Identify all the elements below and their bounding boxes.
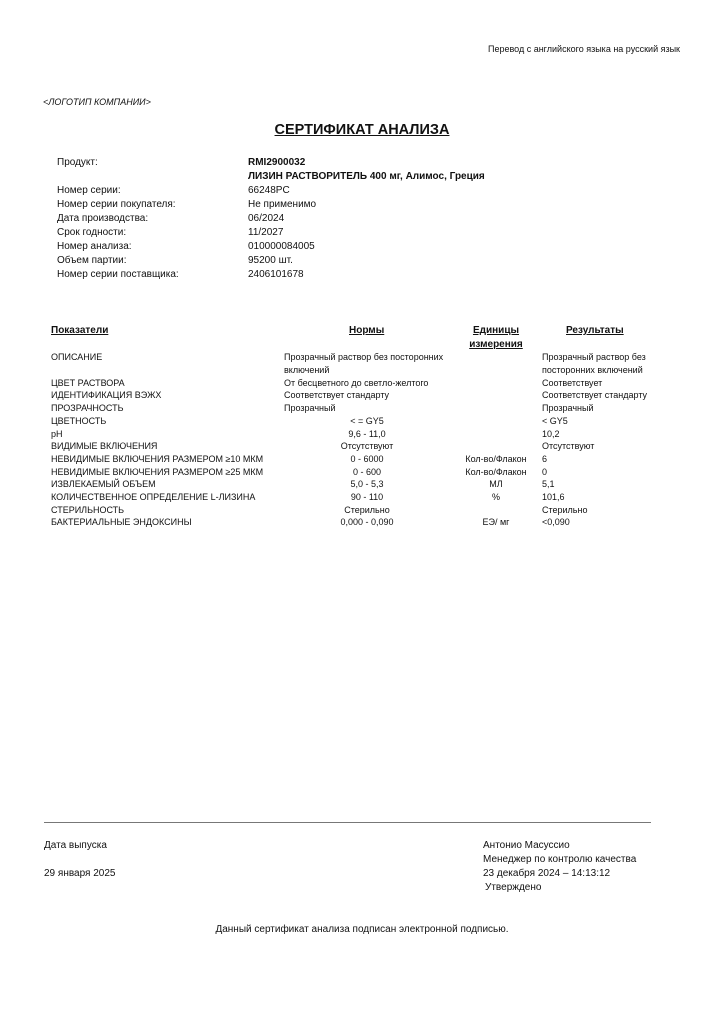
- row-extractable-volume-parameter: ИЗВЛЕКАЕМЫЙ ОБЪЕМ: [51, 479, 156, 489]
- signature-datetime: 23 декабря 2024 – 14:13:12: [483, 868, 611, 879]
- row-description-result: Прозрачный раствор без посторонних включений: [542, 352, 646, 375]
- info-label-expiry: Срок годности:: [57, 227, 127, 238]
- row-subvisible-10um-norm: 0 - 6000: [350, 454, 384, 464]
- row-subvisible-10um-parameter: НЕВИДИМЫЕ ВКЛЮЧЕНИЯ РАЗМЕРОМ ≥10 МКМ: [51, 454, 264, 464]
- row-lysine-assay-result: 101,6: [542, 492, 565, 502]
- release-date: 29 января 2025: [44, 868, 116, 879]
- electronic-signature-note: Данный сертификат анализа подписан электронной подписью.: [215, 924, 509, 935]
- row-color-grade-parameter: ЦВЕТНОСТЬ: [51, 416, 107, 426]
- company-logo-placeholder: <ЛОГОТИП КОМПАНИИ>: [43, 97, 151, 107]
- release-date-label: Дата выпуска: [44, 840, 107, 851]
- row-hplc-id-parameter: ИДЕНТИФИКАЦИЯ ВЭЖХ: [51, 390, 162, 400]
- row-visible-particles-result: Отсутствуют: [542, 441, 595, 451]
- info-value-expiry: 11/2027: [248, 227, 284, 238]
- row-lysine-assay-parameter: КОЛИЧЕСТВЕННОЕ ОПРЕДЕЛЕНИЕ L-ЛИЗИНА: [51, 492, 256, 502]
- row-hplc-id-result: Соответствует стандарту: [542, 390, 648, 400]
- row-sterility-norm: Стерильно: [344, 505, 390, 515]
- info-label-supplier-batch: Номер серии поставщика:: [57, 269, 179, 280]
- row-ph-norm: 9,6 - 11,0: [348, 429, 386, 439]
- column-header-units: Единицы измерения: [469, 325, 523, 350]
- info-label-analysis-number: Номер анализа:: [57, 241, 132, 252]
- row-subvisible-10um-result: 6: [542, 454, 548, 464]
- column-header-norms: Нормы: [349, 325, 385, 336]
- row-endotoxins-norm: 0,000 - 0,090: [340, 517, 394, 527]
- row-extractable-volume-unit: МЛ: [489, 479, 503, 489]
- row-clarity-parameter: ПРОЗРАЧНОСТЬ: [51, 403, 124, 413]
- translation-note: Перевод с английского языка на русский язык: [487, 44, 680, 54]
- row-solution-color-result: Соответствует: [542, 378, 603, 388]
- info-label-customer-batch: Номер серии покупателя:: [57, 199, 176, 210]
- row-color-grade-norm: < = GY5: [350, 416, 384, 426]
- document-title: СЕРТИФИКАТ АНАЛИЗА: [274, 122, 450, 138]
- row-hplc-id-norm: Соответствует стандарту: [284, 390, 390, 400]
- row-ph-result: 10,2: [542, 429, 560, 439]
- row-color-grade-result: < GY5: [542, 416, 568, 426]
- signer-name: Антонио Масуссио: [483, 840, 570, 851]
- footer-divider: [44, 822, 651, 823]
- row-ph-parameter: pH: [51, 429, 63, 439]
- row-visible-particles-norm: Отсутствуют: [340, 441, 394, 451]
- row-clarity-norm: Прозрачный: [284, 403, 336, 413]
- row-lysine-assay-unit: %: [491, 492, 500, 502]
- info-value-analysis-number: 010000084005: [248, 241, 315, 252]
- row-subvisible-25um-parameter: НЕВИДИМЫЕ ВКЛЮЧЕНИЯ РАЗМЕРОМ ≥25 МКМ: [51, 467, 264, 477]
- row-sterility-parameter: СТЕРИЛЬНОСТЬ: [51, 505, 125, 515]
- info-label-batch: Номер серии:: [57, 185, 121, 196]
- row-solution-color-parameter: ЦВЕТ РАСТВОРА: [51, 378, 125, 388]
- row-clarity-result: Прозрачный: [542, 403, 594, 413]
- row-endotoxins-parameter: БАКТЕРИАЛЬНЫЕ ЭНДОКСИНЫ: [51, 517, 192, 527]
- row-visible-particles-parameter: ВИДИМЫЕ ВКЛЮЧЕНИЯ: [51, 441, 158, 451]
- info-value-batch: 66248PC: [248, 185, 290, 196]
- row-subvisible-25um-norm: 0 - 600: [352, 467, 382, 477]
- product-label: Продукт:: [57, 157, 98, 168]
- row-description-norm: Прозрачный раствор без посторонних включений: [284, 352, 444, 375]
- row-lysine-assay-norm: 90 - 110: [350, 492, 384, 502]
- row-subvisible-10um-unit: Кол-во/Флакон: [465, 454, 527, 464]
- row-endotoxins-unit: ЕЭ/ мг: [482, 517, 510, 527]
- column-header-parameter: Показатели: [51, 325, 109, 336]
- row-extractable-volume-norm: 5,0 - 5,3: [350, 479, 384, 489]
- row-sterility-result: Стерильно: [542, 505, 588, 515]
- approval-status: Утверждено: [485, 882, 542, 893]
- row-extractable-volume-result: 5,1: [542, 479, 555, 489]
- info-value-manufacture-date: 06/2024: [248, 213, 285, 224]
- row-solution-color-norm: От бесцветного до светло-желтого: [284, 378, 429, 388]
- info-label-manufacture-date: Дата производства:: [57, 213, 149, 224]
- row-subvisible-25um-result: 0: [542, 467, 548, 477]
- info-value-lot-size: 95200 шт.: [248, 255, 293, 266]
- row-description-parameter: ОПИСАНИЕ: [51, 352, 103, 362]
- product-code: RMI2900032: [248, 157, 306, 168]
- product-name: ЛИЗИН РАСТВОРИТЕЛЬ 400 мг, Алимос, Греция: [248, 171, 485, 182]
- info-value-supplier-batch: 2406101678: [248, 269, 304, 280]
- column-header-results: Результаты: [566, 325, 624, 336]
- row-subvisible-25um-unit: Кол-во/Флакон: [465, 467, 527, 477]
- info-value-customer-batch: Не применимо: [248, 199, 317, 210]
- row-endotoxins-result: <0,090: [542, 517, 570, 527]
- signer-role: Менеджер по контролю качества: [483, 854, 637, 865]
- info-label-lot-size: Объем партии:: [57, 255, 127, 266]
